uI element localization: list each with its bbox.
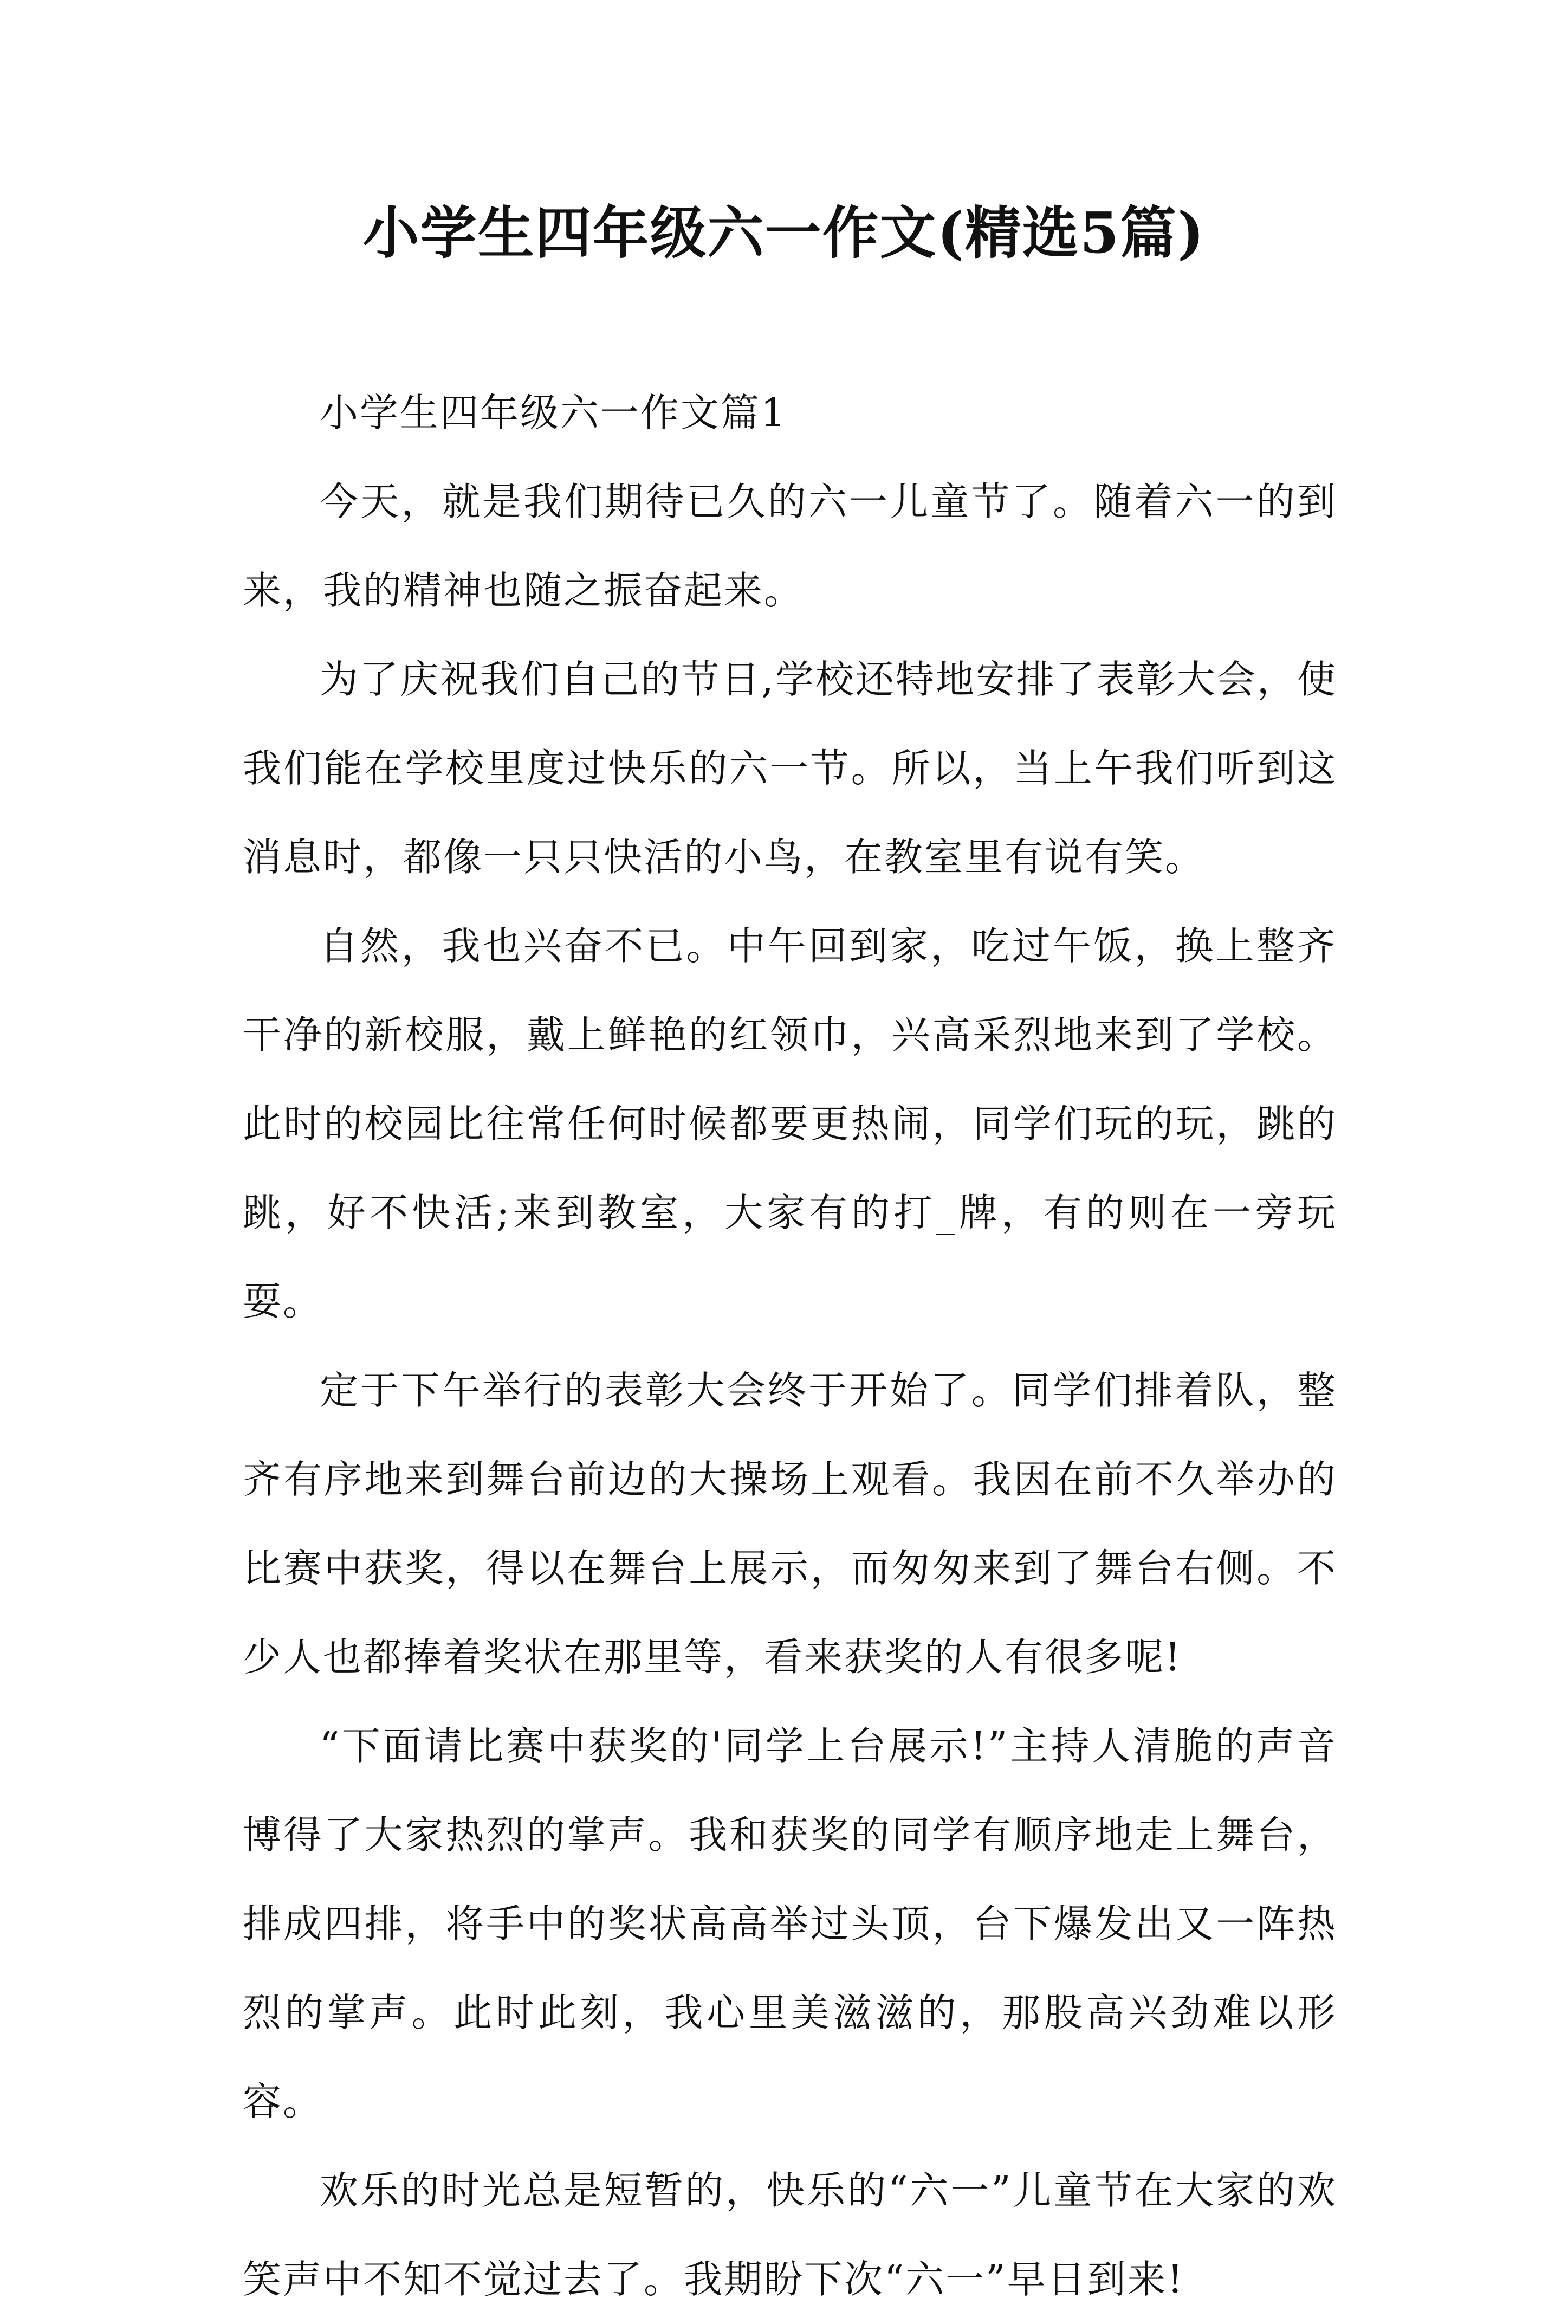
paragraph-1: 今天，就是我们期待已久的六一儿童节了。随着六一的到来，我的精神也随之振奋起来。 (243, 479, 1337, 613)
paragraph-2: 为了庆祝我们自己的节日,学校还特地安排了表彰大会，使我们能在学校里度过快乐的六一节。所以，当上午我们听到这消息时，都像一只只快活的小鸟，在教室里有说有笑。 (243, 657, 1337, 880)
paragraph-4: 定于下午举行的表彰大会终于开始了。同学们排着队，整齐有序地来到舞台前边的大操场上观看。我因在前不久举办的比赛中获奖，得以在舞台上展示，而匆匆来到了舞台右侧。不少人也都捧着奖状在那里等，看来获奖的人有很多呢! (243, 1368, 1337, 1680)
paragraph-5: “下面请比赛中获奖的'同学上台展示!”主持人清脆的声音博得了大家热烈的掌声。我和获奖的同学有顺序地走上舞台，排成四排，将手中的奖状高高举过头顶，台下爆发出又一阵热烈的掌声。此时此刻，我心里美滋滋的，那股高兴劲难以形容。 (243, 1723, 1337, 2124)
document-body (243, 369, 1337, 2324)
document-title: 小学生四年级六一作文(精选5篇) (362, 199, 1206, 266)
paragraph-3: 自然，我也兴奋不已。中午回到家，吃过午饭，换上整齐干净的新校服，戴上鲜艳的红领巾，兴高采烈地来到了学校。此时的校园比往常任何时候都要更热闹，同学们玩的玩，跳的跳，好不快活;来到教室，大家有的打_牌，有的则在一旁玩耍。 (243, 924, 1337, 1324)
section-heading: 小学生四年级六一作文篇1 (320, 390, 787, 435)
paragraph-6: 欢乐的时光总是短暂的，快乐的“六一”儿童节在大家的欢笑声中不知不觉过去了。我期盼下次“六一”早日到来! (243, 2168, 1337, 2302)
